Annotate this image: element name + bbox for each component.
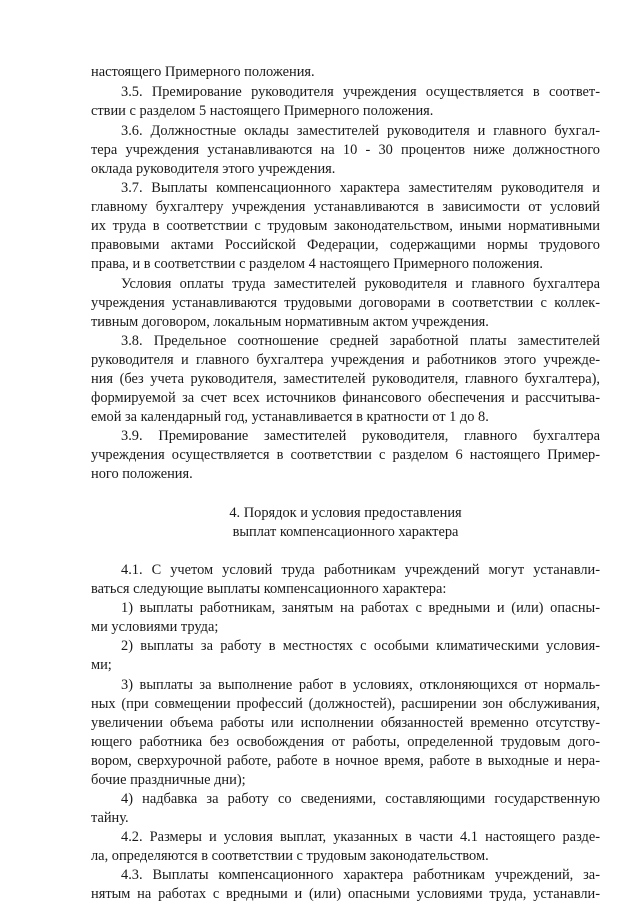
text-line: настоящего Примерного положения. xyxy=(91,64,315,80)
text-line: ния (без учета руководителя, заместителей руководителя, главного бухгалтера), xyxy=(91,371,600,387)
text-line: учреждения устанавливаются трудовыми договорами в соответствии с коллек- xyxy=(91,295,600,311)
text-line: 4.1. С учетом условий труда работникам учреждений могут устанавли- xyxy=(121,562,600,578)
text-line: нятым на работах с вредными и (или) опасными условиями труда, устанавли- xyxy=(91,886,600,902)
text-line: бочие праздничные дни); xyxy=(91,772,246,788)
text-line: тера учреждения устанавливаются на 10 - 30 процентов ниже должностного xyxy=(91,142,600,158)
text-line: ствии с разделом 5 настоящего Примерного положения. xyxy=(91,103,434,119)
text-line: ла, определяются в соответствии с трудовым законодательством. xyxy=(91,848,489,864)
text-line: 1) выплаты работникам, занятым на работах с вредными и (или) опасны- xyxy=(121,600,600,616)
text-line: тивным договором, локальным нормативным актом учреждения. xyxy=(91,314,489,330)
text-line: 3.6. Должностные оклады заместителей руководителя и главного бухгал- xyxy=(121,123,600,139)
text-line: 4.3. Выплаты компенсационного характера работникам учреждений, за- xyxy=(121,867,600,883)
text-line: главному бухгалтеру учреждения устанавливаются в зависимости от условий xyxy=(91,199,600,215)
text-line: формируемой за счет всех источников финансового обеспечения и рассчитыва- xyxy=(91,390,600,406)
text-line: ного положения. xyxy=(91,466,193,482)
text-line: 3.5. Премирование руководителя учреждения осуществляется в соответ- xyxy=(121,84,600,100)
text-line: правовыми актами Российской Федерации, содержащими нормы трудового xyxy=(91,237,600,253)
text-line: ми; xyxy=(91,657,112,673)
text-line: ющего работника без освобождения от работы, определенной трудовым дого- xyxy=(91,734,600,750)
text-line: тайну. xyxy=(91,810,129,826)
text-line: емой за календарный год, устанавливается в кратности от 1 до 8. xyxy=(91,409,489,425)
text-line: 4.2. Размеры и условия выплат, указанных в части 4.1 настоящего разде- xyxy=(121,829,600,845)
text-line: 4) надбавка за работу со сведениями, составляющими государственную xyxy=(121,791,600,807)
text-line: учреждения осуществляется в соответствии с разделом 6 настоящего Пример- xyxy=(91,447,600,463)
text-line: 3.7. Выплаты компенсационного характера заместителям руководителя и xyxy=(121,180,600,196)
section-heading: выплат компенсационного характера xyxy=(232,524,459,540)
text-line: 3.9. Премирование заместителей руководителя, главного бухгалтера xyxy=(121,428,600,444)
text-line: руководителя и главного бухгалтера учреждения и работников этого учрежде- xyxy=(91,352,600,368)
text-line: их труда в соответствии с трудовым законодательством, иными нормативными xyxy=(91,218,600,234)
text-line: права, и в соответствии с разделом 4 настоящего Примерного положения. xyxy=(91,256,543,272)
text-line: увеличении объема работы или исполнении обязанностей временно отсутству- xyxy=(91,715,600,731)
text-line: ми условиями труда; xyxy=(91,619,219,635)
text-line: Условия оплаты труда заместителей руководителя и главного бухгалтера xyxy=(121,276,600,292)
text-line: оклада руководителя этого учреждения. xyxy=(91,161,336,177)
text-line: 3.8. Предельное соотношение средней заработной платы заместителей xyxy=(121,333,600,349)
text-line: 3) выплаты за выполнение работ в условиях, отклоняющихся от нормаль- xyxy=(121,677,600,693)
text-line: 2) выплаты за работу в местностях с особыми климатическими условия- xyxy=(121,638,600,654)
section-heading: 4. Порядок и условия предоставления xyxy=(229,505,462,521)
text-line: ваться следующие выплаты компенсационного характера: xyxy=(91,581,447,597)
text-line: ных (при совмещении профессий (должностей), расширении зон обслуживания, xyxy=(91,696,600,712)
text-line: вором, сверхурочной работе, работе в ночное время, работе в выходные и нера- xyxy=(91,753,600,769)
